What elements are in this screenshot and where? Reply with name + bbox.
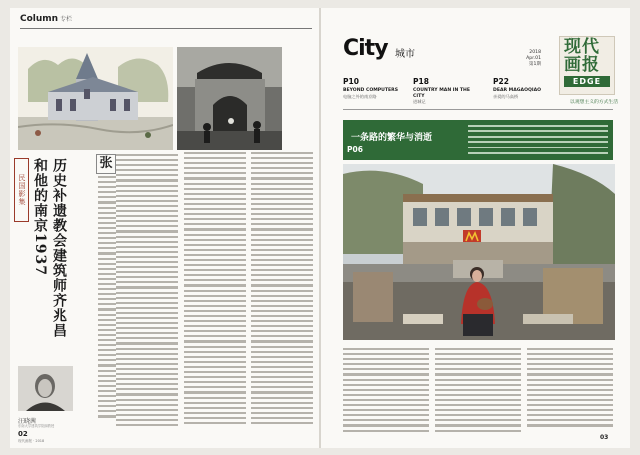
toc-item[interactable] [413,77,479,105]
right-body-column-1 [343,348,429,435]
series-tag: 民国影集 [14,158,29,222]
toc-page: P10 [343,77,359,86]
historic-gate-photo [177,47,282,150]
body-column-2 [184,152,246,428]
page-number-left: 02 [18,430,28,438]
page-number-right: 03 [600,434,609,441]
issue-year: 2018 [529,50,541,55]
left-page [10,8,319,448]
page-footer-left: 现代画报 · 2018 [18,439,45,443]
column-label: Column [20,14,59,24]
toc-rule [343,109,613,110]
column-header [20,14,72,24]
toc-title-en: COUNTRY MAN IN THE CITY [413,88,471,99]
toc-title-cn: 电脑之外的南京路 [343,93,377,99]
section-logo-cn: 城市 [395,49,415,60]
toc-page: P22 [493,77,509,86]
church-illustration [18,47,173,150]
right-page [321,8,630,448]
feature-page: P06 [347,145,363,154]
toc-title-cn: 进城记 [413,99,426,104]
brand-tagline: 以观想主义的方式生活 [570,100,618,105]
section-logo: City [343,36,388,61]
toc-title-cn: 亲爱的马高桥 [493,93,519,99]
drop-cap: 张 [96,154,116,174]
feature-title: 一条路的繁华与消逝 [351,133,433,143]
toc-page: P18 [413,77,429,86]
body-column-3 [251,152,313,428]
feature-intro [468,125,608,157]
issue-month: Apr.01 [526,56,541,61]
author-name: 汪晓茜 [18,418,37,425]
header-rule [20,28,312,29]
toc-item[interactable] [343,77,409,100]
issue-number: 第1期 [528,62,541,67]
feature-photo [343,164,615,340]
brand-logo [559,36,615,95]
right-body-column-2 [435,348,521,435]
toc-title-en: DEAR MAGAOQIAO [493,88,542,93]
right-body-column-3 [527,348,613,430]
author-bio: 东南大学建筑学院副教授 [18,424,55,428]
author-portrait [18,366,73,411]
brand-logo-cn: 现代画报 [564,37,600,75]
body-column-1 [116,154,178,428]
toc-item[interactable] [493,77,559,100]
brand-logo-en: EDGE [564,76,610,87]
feature-banner [343,120,613,160]
toc-title-en: BEYOND COMPUTERS [343,88,399,93]
column-label-cn: 专栏 [60,16,73,23]
body-column-1-indent [98,176,116,428]
article-title: 历史补遗教会建筑师齐兆昌和他的南京1937 [32,158,67,338]
issue-info [517,50,541,68]
